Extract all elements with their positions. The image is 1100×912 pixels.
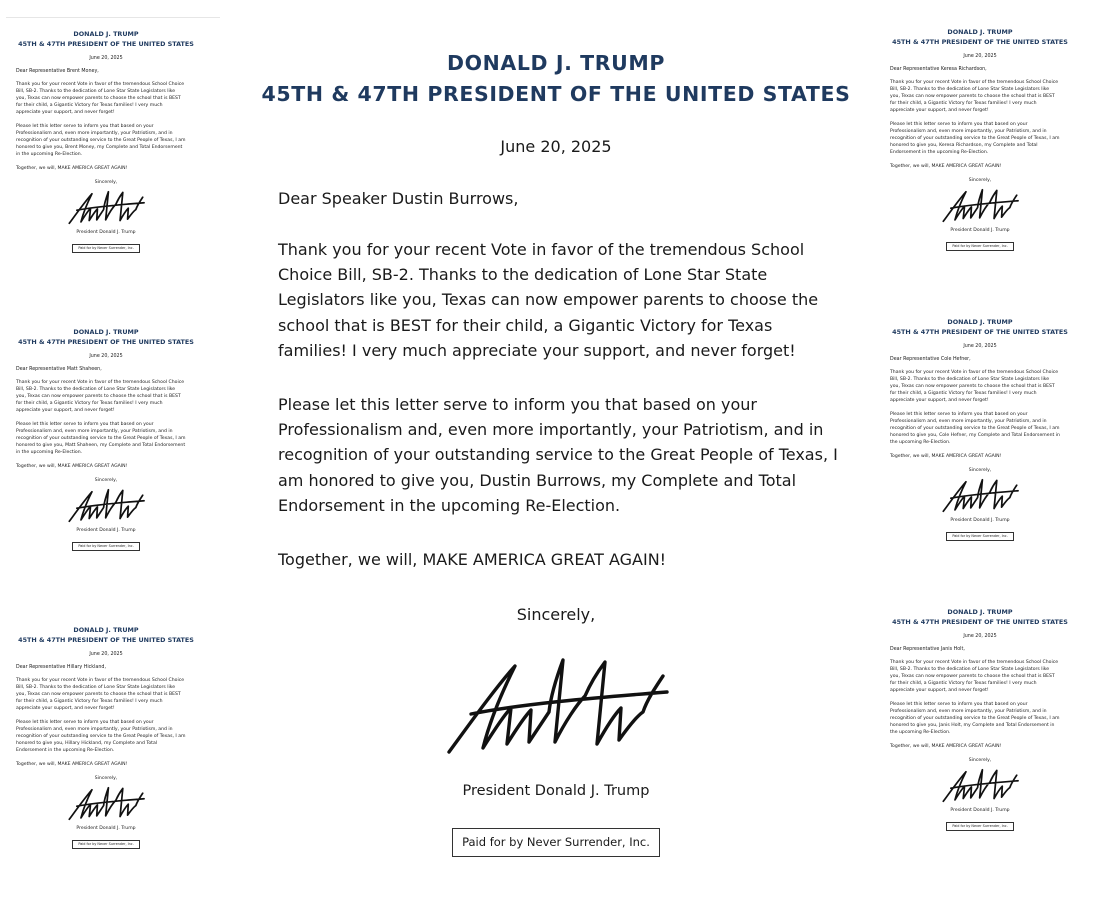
closing: Sincerely, xyxy=(516,605,596,625)
body-paragraph-closing-line: Together, we will, MAKE AMERICA GREAT AGAIN! xyxy=(890,454,1002,459)
letterhead xyxy=(880,608,1080,627)
signer-name: President Donald J. Trump xyxy=(950,518,1010,523)
closing: Sincerely, xyxy=(968,758,992,763)
letterhead xyxy=(6,626,206,645)
body-paragraph-endorsement: Please let this letter serve to inform you that based on your Professionalism and, even more importantly, your Patriotism, and in recognition of your outstanding service to the Great People of Texas, I am honored to give you, Cole Hefner, my Complete and Total Endorsement in the upcoming Re-Election. xyxy=(890,412,1060,445)
letterhead xyxy=(222,48,890,110)
paid-for-disclaimer: Paid for by Never Surrender, Inc. xyxy=(452,828,660,857)
letterhead-name: DONALD J. TRUMP xyxy=(73,328,139,336)
signer-name: President Donald J. Trump xyxy=(950,808,1010,813)
body-paragraph-endorsement: Please let this letter serve to inform you that based on your Professionalism and, even more importantly, your Patriotism, and in recognition of your outstanding service to the Great People of Texas, I am honored to give you, Dustin Burrows, my Complete and Total Endorsement in the upcoming Re-Election. xyxy=(278,395,838,515)
thumbnail-letter xyxy=(880,16,1080,302)
thumbnail-letter xyxy=(880,596,1080,882)
letterhead xyxy=(6,30,206,49)
salutation: Dear Speaker Dustin Burrows, xyxy=(278,189,519,208)
body-paragraph-endorsement: Please let this letter serve to inform you that based on your Professionalism and, even more importantly, your Patriotism, and in recognition of your outstanding service to the Great People of Texas, I am honored to give you, Keresa Richardson, my Complete and Total Endorsement in the upcoming Re-Election. xyxy=(890,122,1060,155)
letterhead-name: DONALD J. TRUMP xyxy=(947,28,1013,36)
letterhead-title: 45TH & 47TH PRESIDENT OF THE UNITED STATES xyxy=(18,635,194,644)
thumbnail-letter xyxy=(6,614,206,900)
signer-name: President Donald J. Trump xyxy=(76,528,136,533)
signer-name: President Donald J. Trump xyxy=(76,230,136,235)
thumbnail-letter xyxy=(6,18,206,304)
body-paragraph-thanks: Thank you for your recent Vote in favor of the tremendous School Choice Bill, SB-2. Thanks to the dedication of Lone Star State Legislators like you, Texas can now empower parents to choose the school that is BEST for their child, a Gigantic Victory for Texas families! I very much appreciate your support, and never forget! xyxy=(16,82,185,115)
main-letter xyxy=(222,30,890,912)
closing: Sincerely, xyxy=(94,180,118,185)
body-paragraph-thanks: Thank you for your recent Vote in favor of the tremendous School Choice Bill, SB-2. Thanks to the dedication of Lone Star State Legislators like you, Texas can now empower parents to choose the school that is BEST for their child, a Gigantic Victory for Texas families! I very much appreciate your support, and never forget! xyxy=(16,380,185,413)
closing: Sincerely, xyxy=(968,468,992,473)
body-paragraph-endorsement: Please let this letter serve to inform you that based on your Professionalism and, even more importantly, your Patriotism, and in recognition of your outstanding service to the Great People of Texas, I am honored to give you, Janis Holt, my Complete and Total Endorsement in the upcoming Re-Election. xyxy=(890,702,1060,735)
signer-name: President Donald J. Trump xyxy=(462,783,650,800)
letter-date: June 20, 2025 xyxy=(89,56,123,61)
body-paragraph-endorsement: Please let this letter serve to inform you that based on your Professionalism and, even more importantly, your Patriotism, and in recognition of your outstanding service to the Great People of Texas, I am honored to give you, Brent Money, my Complete and Total Endorsement in the upcoming Re-Election. xyxy=(16,124,186,157)
body-paragraph-closing-line: Together, we will, MAKE AMERICA GREAT AGAIN! xyxy=(278,550,667,570)
signature-image xyxy=(66,189,146,225)
letterhead xyxy=(6,328,206,347)
closing: Sincerely, xyxy=(968,178,992,183)
letterhead-title: 45TH & 47TH PRESIDENT OF THE UNITED STATES xyxy=(892,617,1068,626)
thumbnail-letter xyxy=(880,306,1080,592)
body-paragraph-closing-line: Together, we will, MAKE AMERICA GREAT AGAIN! xyxy=(890,164,1002,169)
letterhead-name: DONALD J. TRUMP xyxy=(73,30,139,38)
signer-name: President Donald J. Trump xyxy=(950,228,1010,233)
paid-for-disclaimer: Paid for by Never Surrender, Inc. xyxy=(72,244,140,253)
body-paragraph-closing-line: Together, we will, MAKE AMERICA GREAT AGAIN! xyxy=(16,166,128,171)
signature-image xyxy=(940,187,1020,223)
body-paragraph-thanks: Thank you for your recent Vote in favor of the tremendous School Choice Bill, SB-2. Thanks to the dedication of Lone Star State Legislators like you, Texas can now empower parents to choose the school that is BEST for their child, a Gigantic Victory for Texas families! I very much appreciate your support, and never forget! xyxy=(890,80,1059,113)
closing: Sincerely, xyxy=(94,478,118,483)
letter-date: June 20, 2025 xyxy=(89,354,123,359)
letterhead-name: DONALD J. TRUMP xyxy=(446,51,666,75)
letterhead-name: DONALD J. TRUMP xyxy=(947,318,1013,326)
paid-for-disclaimer: Paid for by Never Surrender, Inc. xyxy=(946,822,1014,831)
salutation: Dear Representative Keresa Richardson, xyxy=(890,67,987,72)
salutation: Dear Representative Janis Holt, xyxy=(890,647,965,652)
letter-date: June 20, 2025 xyxy=(963,634,997,639)
body-paragraph-closing-line: Together, we will, MAKE AMERICA GREAT AGAIN! xyxy=(16,464,128,469)
body-paragraph-closing-line: Together, we will, MAKE AMERICA GREAT AGAIN! xyxy=(16,762,128,767)
paid-for-disclaimer: Paid for by Never Surrender, Inc. xyxy=(946,242,1014,251)
letterhead-title: 45TH & 47TH PRESIDENT OF THE UNITED STATES xyxy=(261,82,851,106)
salutation: Dear Representative Hillary Hickland, xyxy=(16,665,106,670)
signature-image xyxy=(66,785,146,821)
salutation: Dear Representative Brent Money, xyxy=(16,69,99,74)
letterhead-title: 45TH & 47TH PRESIDENT OF THE UNITED STATES xyxy=(18,39,194,48)
salutation: Dear Representative Cole Hefner, xyxy=(890,357,971,362)
body-paragraph-closing-line: Together, we will, MAKE AMERICA GREAT AGAIN! xyxy=(890,744,1002,749)
body-paragraph-thanks: Thank you for your recent Vote in favor of the tremendous School Choice Bill, SB-2. Thanks to the dedication of Lone Star State Legislators like you, Texas can now empower parents to choose the school that is BEST for their child, a Gigantic Victory for Texas families! I very much appreciate your support, and never forget! xyxy=(890,660,1059,693)
letterhead-title: 45TH & 47TH PRESIDENT OF THE UNITED STATES xyxy=(892,37,1068,46)
paid-for-disclaimer: Paid for by Never Surrender, Inc. xyxy=(946,532,1014,541)
thumbnail-letter xyxy=(6,316,206,602)
body-paragraph-endorsement: Please let this letter serve to inform you that based on your Professionalism and, even more importantly, your Patriotism, and in recognition of your outstanding service to the Great People of Texas, I am honored to give you, Matt Shaheen, my Complete and Total Endorsement in the upcoming Re-Election. xyxy=(16,422,186,455)
signer-name: President Donald J. Trump xyxy=(76,826,136,831)
closing: Sincerely, xyxy=(94,776,118,781)
letterhead-title: 45TH & 47TH PRESIDENT OF THE UNITED STATES xyxy=(18,337,194,346)
salutation: Dear Representative Matt Shaheen, xyxy=(16,367,102,372)
paid-for-disclaimer: Paid for by Never Surrender, Inc. xyxy=(72,542,140,551)
letter-date: June 20, 2025 xyxy=(963,54,997,59)
letterhead xyxy=(880,28,1080,47)
body-paragraph-endorsement: Please let this letter serve to inform you that based on your Professionalism and, even more importantly, your Patriotism, and in recognition of your outstanding service to the Great People of Texas, I am honored to give you, Hillary Hickland, my Complete and Total Endorsement in the upcoming Re-Election. xyxy=(16,720,186,753)
letterhead-title: 45TH & 47TH PRESIDENT OF THE UNITED STATES xyxy=(892,327,1068,336)
letter-date: June 20, 2025 xyxy=(500,137,612,156)
signature-image xyxy=(940,767,1020,803)
signature-image xyxy=(441,652,671,757)
signature-image xyxy=(940,477,1020,513)
letterhead xyxy=(880,318,1080,337)
body-paragraph-thanks: Thank you for your recent Vote in favor of the tremendous School Choice Bill, SB-2. Thanks to the dedication of Lone Star State Legislators like you, Texas can now empower parents to choose the school that is BEST for their child, a Gigantic Victory for Texas families! I very much appreciate your support, and never forget! xyxy=(16,678,185,711)
paid-for-disclaimer: Paid for by Never Surrender, Inc. xyxy=(72,840,140,849)
body-paragraph-thanks: Thank you for your recent Vote in favor of the tremendous School Choice Bill, SB-2. Thanks to the dedication of Lone Star State Legislators like you, Texas can now empower parents to choose the school that is BEST for their child, a Gigantic Victory for Texas families! I very much appreciate your support, and never forget! xyxy=(890,370,1059,403)
letter-date: June 20, 2025 xyxy=(89,652,123,657)
letterhead-name: DONALD J. TRUMP xyxy=(73,626,139,634)
letter-date: June 20, 2025 xyxy=(963,344,997,349)
body-paragraph-thanks: Thank you for your recent Vote in favor of the tremendous School Choice Bill, SB-2. Thanks to the dedication of Lone Star State Legislators like you, Texas can now empower parents to choose the school that is BEST for their child, a Gigantic Victory for Texas families! I very much appreciate your support, and never forget! xyxy=(278,240,819,360)
signature-image xyxy=(66,487,146,523)
letterhead-name: DONALD J. TRUMP xyxy=(947,608,1013,616)
